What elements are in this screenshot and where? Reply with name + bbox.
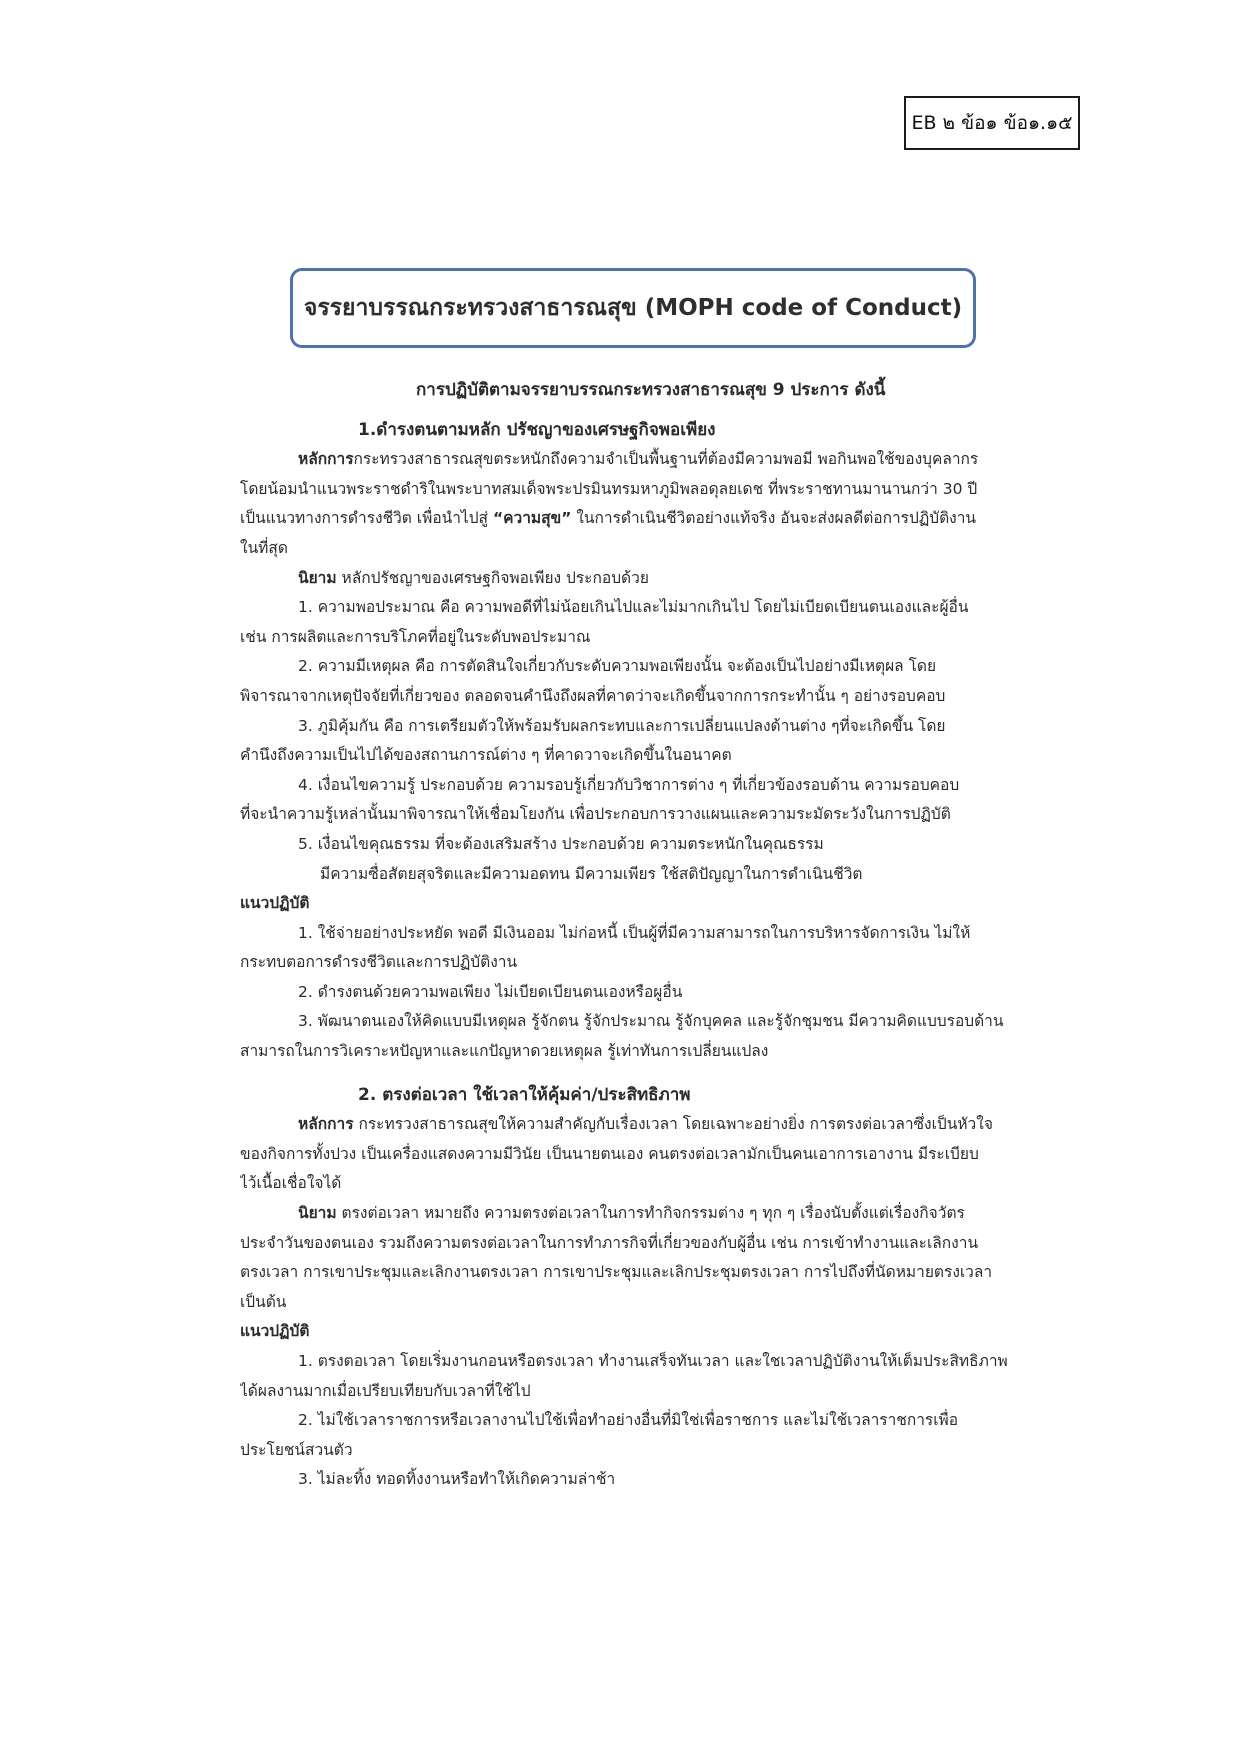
definition-item: 3. ภูมิคุ้มกัน คือ การเตรียมตัวให้พร้อมรับผลกระทบและการเปลี่ยนแปลงด้านต่าง ๆที่จะเกิดขึ้น โดย bbox=[298, 716, 946, 735]
practice-item: 2. ดำรงตนด้วยความพอเพียง ไม่เบียดเบียนตนเองหรือผูอื่น bbox=[298, 982, 683, 1001]
definition-item: 2. ความมีเหตุผล คือ การตัดสินใจเกี่ยวกับระดับความพอเพียงนั้น จะต้องเป็นไปอย่างมีเหตุผล โดย bbox=[298, 657, 937, 676]
definition-text: ตรงต่อเวลา หมายถึง ความตรงต่อเวลาในการทำกิจกรรมต่าง ๆ ทุก ๆ เรื่องนับตั้งแต่เรื่องกิจวัตร bbox=[336, 1204, 965, 1223]
section-1-principle-line bbox=[240, 504, 1026, 534]
intro-heading: การปฏิบัติตามจรรยาบรรณกระทรวงสาธารณสุข 9 ประการ ดังนี้ bbox=[416, 380, 886, 400]
principle-text: กระทรวงสาธารณสุขตระหนักถึงความจำเป็นพื้นฐานที่ต้องมีความพอมี พอกินพอใช้ของบุคลากร bbox=[353, 450, 979, 469]
definition-item-continuation: เช่น การผลิตและการบริโภคที่อยู่ในระดับพอประมาณ bbox=[240, 627, 591, 646]
principle-emphasis: “ความสุข” bbox=[492, 509, 572, 528]
document-body bbox=[240, 376, 1026, 1495]
practice-item-continuation: สามารถในการวิเคราะหปัญหาและแกปัญหาดวยเหตุผล รู้เท่าทันการเปลี่ยนแปลง bbox=[240, 1042, 769, 1061]
practice-item-continuation: กระทบตอการดำรงชีวิตและการปฏิบัติงาน bbox=[240, 953, 518, 972]
definition-label: นิยาม bbox=[298, 568, 337, 587]
principle-text: เป็นแนวทางการดำรงชีวิต เพื่อนำไปสู่ bbox=[240, 509, 493, 528]
practice-item: 1. ตรงตอเวลา โดยเริ่มงานกอนหรือตรงเวลา ทำงานเสร็จทันเวลา และใชเวลาปฏิบัติงานให้เต็มประสิทธิภาพ bbox=[298, 1352, 1008, 1370]
section-2-definition-line: ประจำวันของตนเอง รวมถึงความตรงต่อเวลาในการทำภารกิจที่เกี่ยวของกับผู้อื่น เช่น การเข้าทำงานและเลิกงาน bbox=[240, 1233, 979, 1252]
practice-item-continuation: ได้ผลงานมากเมื่อเปรียบเทียบกับเวลาที่ใช้ไป bbox=[240, 1381, 531, 1400]
practice-item: 1. ใช้จ่ายอย่างประหยัด พอดี มีเงินออม ไม่ก่อหนี้ เป็นผู้ที่มีความสามารถในการบริหารจัดการเงิน ไม่ให้ bbox=[298, 923, 971, 942]
practice-item: 2. ไม่ใช้เวลาราชการหรือเวลางานไปใช้เพื่อทำอย่างอื่นที่มิใช่เพื่อราชการ และไม่ใช้เวลาราชการเพื่อ bbox=[298, 1411, 959, 1430]
principle-text: กระทรวงสาธารณสุขให้ความสำคัญกับเรื่องเวลา โดยเฉพาะอย่างยิ่ง การตรงต่อเวลาซึ่งเป็นหัวใจ bbox=[353, 1115, 993, 1134]
section-2-heading: 2. ตรงต่อเวลา ใช้เวลาให้คุ้มค่า/ประสิทธิภาพ bbox=[358, 1084, 691, 1105]
practice-item-continuation: ประโยชน์สวนตัว bbox=[240, 1440, 353, 1459]
practice-item: 3. ไม่ละทิ้ง ทอดทิ้งงานหรือทำให้เกิดความล่าช้า bbox=[298, 1470, 616, 1489]
principle-label: หลักการ bbox=[298, 450, 354, 469]
section-2-principle-line: ไว้เนื้อเชื่อใจได้ bbox=[240, 1174, 342, 1193]
section-1-principle-line: ในที่สุด bbox=[240, 538, 288, 557]
definition-item: 1. ความพอประมาณ คือ ความพอดีที่ไม่น้อยเกินไปและไม่มากเกินไป โดยไม่เบียดเบียนตนเองและผู้อื่น bbox=[298, 598, 969, 617]
section-2-principle-line bbox=[240, 1110, 1026, 1140]
principle-label: หลักการ bbox=[298, 1115, 354, 1134]
definition-item: 5. เงื่อนไขคุณธรรม ที่จะต้องเสริมสร้าง ประกอบด้วย ความตระหนักในคุณธรรม bbox=[298, 834, 824, 853]
section-2-definition-line bbox=[240, 1199, 1026, 1229]
section-1-principle-line: โดยน้อมนำแนวพระราชดำริในพระบาทสมเด็จพระปรมินทรมหาภูมิพลอดุลยเดช ที่พระราชทานมานานกว่า 30 ปี bbox=[240, 479, 978, 498]
section-1-definition-line bbox=[240, 564, 1026, 594]
section-1-heading: 1.ดำรงตนตามหลัก ปรัชญาของเศรษฐกิจพอเพียง bbox=[358, 419, 716, 440]
definition-item-continuation: คำนึงถึงความเป็นไปได้ของสถานการณ์ต่าง ๆ ที่คาดวาจะเกิดขึ้นในอนาคต bbox=[240, 746, 732, 765]
section-2-principle-line: ของกิจการทั้งปวง เป็นเครื่องแสดงความมีวินัย เป็นนายตนเอง คนตรงต่อเวลามักเป็นคนเอาการเอางาน มีระเบียบ bbox=[240, 1144, 979, 1163]
definition-text: หลักปรัชญาของเศรษฐกิจพอเพียง ประกอบด้วย bbox=[336, 568, 649, 587]
principle-text: ในการดำเนินชีวิตอย่างแท้จริง อันจะส่งผลดีต่อการปฏิบัติงาน bbox=[571, 509, 977, 528]
definition-item-continuation: พิจารณาจากเหตุปัจจัยที่เกี่ยวของ ตลอดจนคำนึงถึงผลที่คาดว่าจะเกิดขึ้นจากการกระทำนั้น ๆ อย่างรอบคอบ bbox=[240, 686, 946, 705]
document-reference-label: EB ๒ ข้อ๑ ข้อ๑.๑๕ bbox=[904, 96, 1080, 150]
section-2-definition-line: ตรงเวลา การเขาประชุมและเลิกงานตรงเวลา การเขาประชุมและเลิกประชุมตรงเวลา การไปถึงที่นัดหมายตรงเวลา bbox=[240, 1263, 993, 1282]
definition-item-continuation: มีความซื่อสัตยสุจริตและมีความอดทน มีความเพียร ใช้สติปัญญาในการดำเนินชีวิต bbox=[320, 864, 863, 883]
section-2-definition-line: เป็นต้น bbox=[240, 1292, 287, 1311]
definition-item: 4. เงื่อนไขความรู้ ประกอบด้วย ความรอบรู้เกี่ยวกับวิชาการต่าง ๆ ที่เกี่ยวข้องรอบด้าน ความรอบคอบ bbox=[298, 775, 960, 794]
definition-label: นิยาม bbox=[298, 1204, 337, 1223]
section-1-practice-label: แนวปฏิบัติ bbox=[240, 894, 310, 913]
section-2-practice-label: แนวปฏิบัติ bbox=[240, 1322, 310, 1341]
definition-item-continuation: ที่จะนำความรู้เหล่านั้นมาพิจารณาให้เชื่อมโยงกัน เพื่อประกอบการวางแผนและความระมัดระวังในการปฏิบัติ bbox=[240, 805, 951, 824]
section-1-principle-line bbox=[240, 445, 1026, 475]
practice-item: 3. พัฒนาตนเองให้คิดแบบมีเหตุผล รู้จักตน รู้จักประมาณ รู้จักบุคคล และรู้จักชุมชน มีความคิดแบบรอบด้าน bbox=[298, 1012, 1004, 1031]
document-title: จรรยาบรรณกระทรวงสาธารณสุข (MOPH code of Conduct) bbox=[290, 268, 976, 348]
